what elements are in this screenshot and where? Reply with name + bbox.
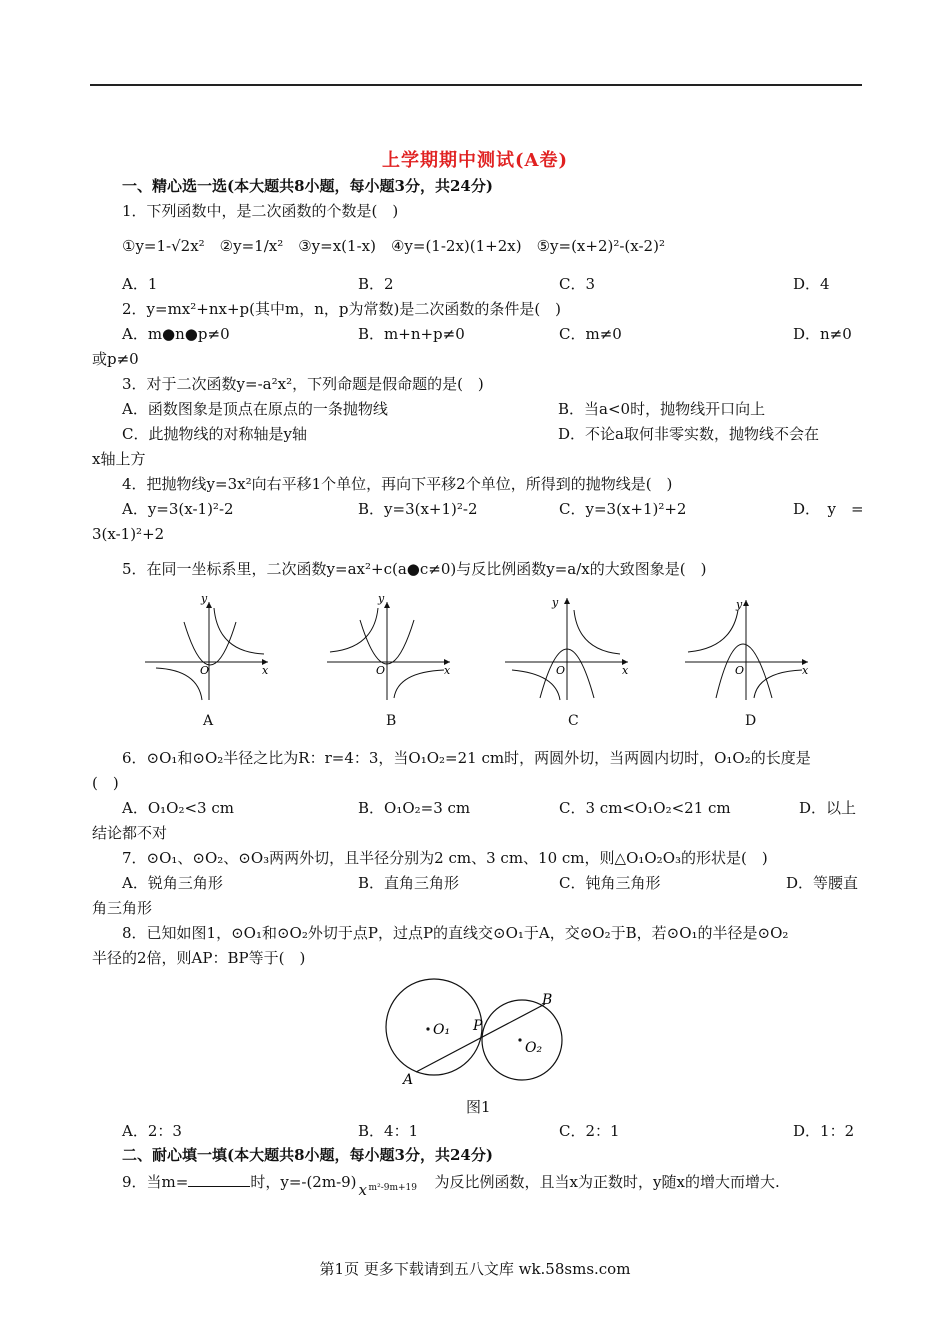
q8-options: [122, 1121, 862, 1141]
q3-option-c: C．此抛物线的对称轴是y轴: [122, 425, 307, 443]
q5-graph-d: [680, 590, 820, 705]
q3-option-a: A．函数图象是顶点在原点的一条抛物线: [122, 400, 388, 418]
q2-stem: 2．y=mx²+nx+p(其中m，n，p为常数)是二次函数的条件是( ): [122, 300, 562, 318]
q9-suffix: 为反比例函数，且当x为正数时，y随x的增大而增大.: [434, 1173, 780, 1191]
q1-options: [122, 274, 862, 294]
q5-graph-a-origin: O: [200, 664, 210, 677]
q2-continuation: 或p≠0: [92, 350, 139, 368]
q3-stem: 3．对于二次函数y=-a²x²，下列命题是假命题的是( ): [122, 375, 484, 393]
q9-line: [92, 1172, 892, 1199]
q8-figure-1: [385, 972, 585, 1087]
q5-label-c: C: [568, 713, 579, 729]
q6-option-b: B．O₁O₂=3 cm: [358, 799, 471, 817]
q7-option-a: A．锐角三角形: [122, 874, 223, 892]
q8-option-d: D．1：2: [793, 1122, 855, 1140]
q1-stem: 1．下列函数中，是二次函数的个数是( ): [122, 202, 399, 220]
q4-stem: 4．把抛物线y=3x²向右平移1个单位，再向下平移2个单位，所得到的抛物线是( ): [122, 475, 673, 493]
section-2-heading: 二、耐心填一填(本大题共8小题，每小题3分，共24分): [122, 1146, 493, 1164]
q9-mid: 时，y=-(2m-9): [250, 1173, 357, 1191]
q5-stem: 5．在同一坐标系里，二次函数y=ax²+c(a●c≠0)与反比例函数y=a/x的大致图象是( ): [122, 560, 707, 578]
section-1-heading: 一、精心选一选(本大题共8小题，每小题3分，共24分): [122, 177, 493, 195]
q5-graph-b-origin: O: [376, 664, 386, 677]
q4-options: [122, 499, 862, 519]
q2-option-d: D．n≠0: [793, 325, 852, 343]
q7-option-d: D．等腰直: [786, 874, 859, 892]
q8-label-a: A: [403, 1072, 414, 1087]
q5-graph-c-origin: O: [556, 664, 566, 677]
q2-option-b: B．m+n+p≠0: [358, 325, 465, 343]
q6-continuation: 结论都不对: [92, 824, 168, 842]
q5-graph-d-y-label: y: [736, 598, 743, 611]
q1-option-a: A．1: [122, 275, 158, 293]
q7-option-b: B．直角三角形: [358, 874, 460, 892]
q4-option-d: D． y =: [793, 500, 864, 518]
q2-option-c: C．m≠0: [559, 325, 622, 343]
q5-graph-d-origin: O: [735, 664, 745, 677]
page-title: 上学期期中测试(A卷): [382, 150, 568, 171]
q2-option-a: A．m●n●p≠0: [122, 325, 230, 343]
q8-option-a: A．2：3: [122, 1122, 182, 1140]
q5-label-d: D: [745, 713, 757, 729]
q5-graph-d-x-label: x: [802, 664, 809, 677]
q5-graph-a-x-label: x: [262, 664, 269, 677]
q6-option-c: C．3 cm<O₁O₂<21 cm: [559, 799, 731, 817]
q8-stem: 8．已知如图1，⊙O₁和⊙O₂外切于点P，过点P的直线交⊙O₁于A，交⊙O₂于B，若⊙O₁的半径是⊙O₂: [122, 924, 789, 942]
q5-graph-b-y-label: y: [378, 592, 385, 605]
q5-graph-c-y-label: y: [552, 596, 559, 609]
q1-option-d: D．4: [793, 275, 830, 293]
q6-option-a: A．O₁O₂<3 cm: [122, 799, 234, 817]
q6-option-d: D．以上: [799, 799, 857, 817]
q5-label-b: B: [386, 713, 397, 729]
header-rule: [90, 84, 862, 86]
q7-options: [122, 873, 862, 893]
q9-prefix: 9．当m=: [122, 1173, 189, 1191]
q1-functions: ①y=1-√2x² ②y=1/x² ③y=x(1-x) ④y=(1-2x)(1+2x) ⑤y=(x+2)²-(x-2)²: [122, 237, 665, 255]
q7-continuation: 角三角形: [92, 899, 153, 917]
q5-graph-a: [140, 590, 280, 705]
q5-graph-c-x-label: x: [622, 664, 629, 677]
q5-graph-a-y-label: y: [201, 592, 208, 605]
page-footer: 第1页 更多下载请到五八文库 wk.58sms.com: [319, 1260, 631, 1278]
q4-option-b: B．y=3(x+1)²-2: [358, 500, 478, 518]
q8-label-o2: O₂: [525, 1040, 543, 1056]
q5-graph-c: [500, 590, 640, 705]
q3-option-d: D．不论a取何非零实数，抛物线不会在: [558, 425, 819, 443]
q9-answer-blank[interactable]: [188, 1172, 250, 1187]
q1-option-b: B．2: [358, 275, 394, 293]
q3-option-b: B．当a<0时，抛物线开口向上: [558, 400, 766, 418]
q8-option-c: C．2：1: [559, 1122, 620, 1140]
q7-stem: 7．⊙O₁、⊙O₂、⊙O₃两两外切，且半径分别为2 cm、3 cm、10 cm，则△O₁O₂O₃的形状是( ): [122, 849, 768, 867]
q3-continuation: x轴上方: [92, 450, 146, 468]
q4-option-c: C．y=3(x+1)²+2: [559, 500, 687, 518]
q8-label-b: B: [542, 992, 553, 1008]
q8-stem-cont: 半径的2倍，则AP：BP等于( ): [92, 949, 306, 967]
q8-label-p: P: [473, 1018, 483, 1034]
q4-option-a: A．y=3(x-1)²-2: [122, 500, 234, 518]
q5-graph-b-x-label: x: [444, 664, 451, 677]
q1-option-c: C．3: [559, 275, 596, 293]
q9-exponent: m²-9m+19: [368, 1183, 417, 1193]
q6-options: [122, 798, 862, 818]
q6-stem-cont: ( ): [92, 774, 119, 792]
q8-label-o1: O₁: [433, 1022, 451, 1038]
q9-power: x m²-9m+19: [357, 1172, 435, 1192]
q6-stem: 6．⊙O₁和⊙O₂半径之比为R：r=4：3，当O₁O₂=21 cm时，两圆外切，当两圆内切时，O₁O₂的长度是: [122, 749, 811, 767]
q4-continuation: 3(x-1)²+2: [92, 525, 165, 543]
q8-option-b: B．4：1: [358, 1122, 419, 1140]
q5-graph-b: [322, 590, 462, 705]
q2-options: [122, 324, 862, 344]
q8-figure-caption: 图1: [466, 1098, 491, 1116]
q7-option-c: C．钝角三角形: [559, 874, 661, 892]
q5-label-a: A: [203, 713, 214, 729]
